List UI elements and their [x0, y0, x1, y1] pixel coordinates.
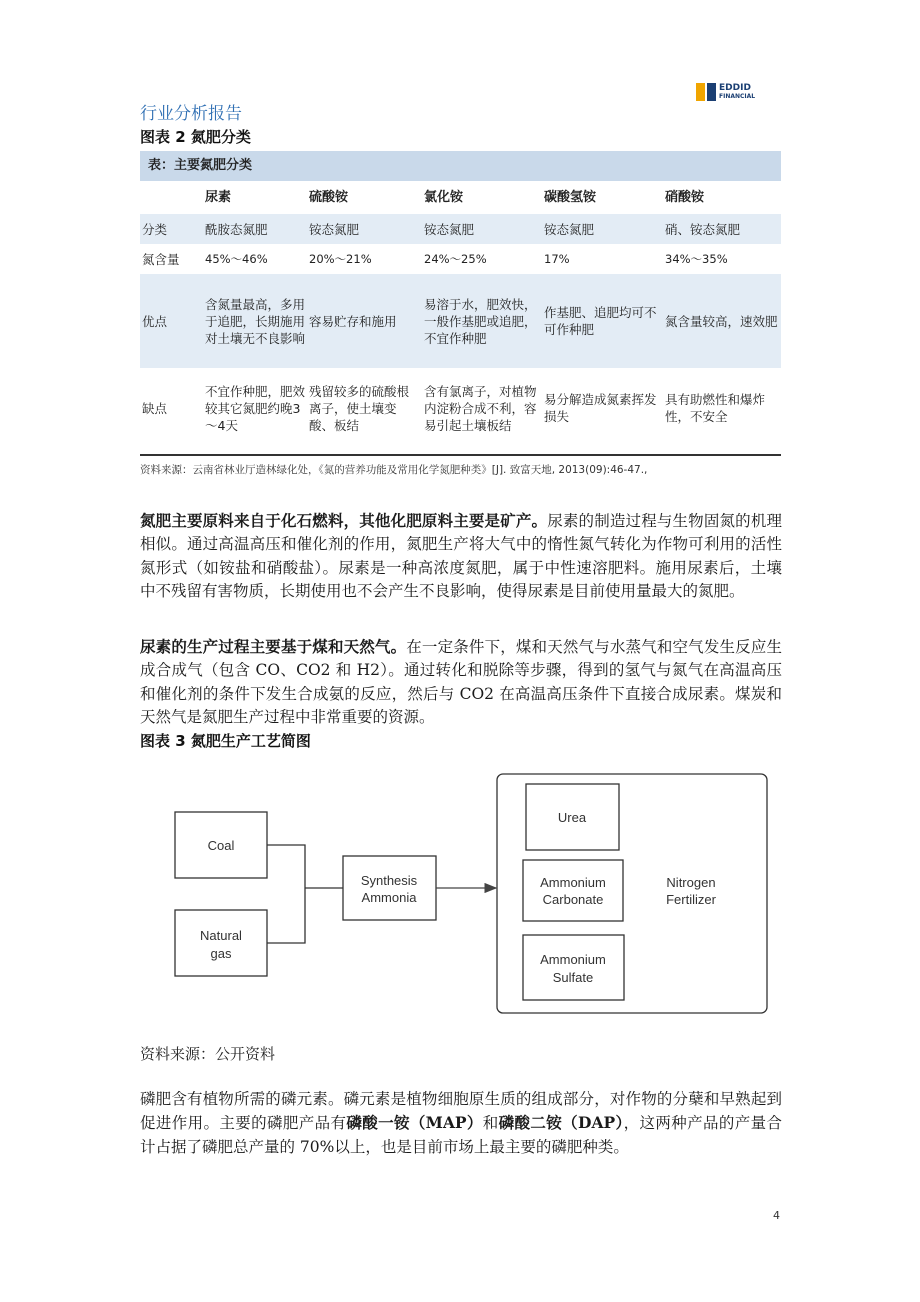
table-cell: 不宜作种肥，肥效较其它氮肥约晚3～4天	[205, 383, 306, 433]
table-cell: 氮含量较高，速效肥	[665, 313, 778, 329]
column-header: 硝酸铵	[665, 190, 705, 205]
map-term: 磷酸一铵（MAP）	[346, 1113, 483, 1133]
figure3-caption: 图表 3 氮肥生产工艺简图	[140, 732, 311, 750]
row-label: 分类	[142, 221, 168, 237]
table-header-row	[140, 181, 781, 214]
eddid-logo	[696, 82, 766, 102]
table-row	[140, 368, 781, 448]
row-label: 氮含量	[142, 251, 180, 267]
paragraph-text: ，这两种产品的产量合计占据了磷肥总产量的 70%以上，也是目前市场上最主要的磷肥种类。	[140, 1114, 782, 1156]
report-title: 行业分析报告	[140, 104, 242, 124]
table-cell: 17%	[544, 251, 570, 266]
production-process-diagram	[140, 765, 780, 1025]
logo-text-main: EDDID	[719, 82, 751, 93]
paragraph-text: 在一定条件下，煤和天然气与水蒸气和空气发生反应生成合成气（包含 CO、CO2 和 H2）。通过转化和脱除等步骤，得到的氢气与氮气在高温高压和催化剂的条件下发生合成氨的反应，然后与 CO2 在高温高压条件下直接合成尿素。煤炭和天然气是氮肥生产过程中非常重要的资源。	[140, 638, 782, 726]
synthesis-label-2: Ammonia	[361, 890, 417, 905]
table-row	[140, 214, 781, 244]
natural-gas-label-1: Natural	[200, 928, 242, 943]
natural-gas-box	[175, 910, 267, 976]
table-cell: 酰胺态氮肥	[205, 221, 268, 237]
table-cell: 含氮量最高，多用于追肥，长期施用对土壤无不良影响	[205, 296, 306, 346]
ammonium-carbonate-label-1: Ammonium	[540, 875, 606, 890]
row-label: 缺点	[142, 400, 168, 416]
paragraph-text: 磷肥含有植物所需的磷元素。磷元素是植物细胞原生质的组成部分，对作物的分蘖和早熟起到促进作用。主要的磷肥产品有	[140, 1090, 782, 1133]
table-cell: 铵态氮肥	[309, 221, 360, 237]
table-cell: 容易贮存和施用	[309, 313, 397, 329]
row-label: 优点	[142, 313, 168, 329]
synthesis-label-1: Synthesis	[360, 873, 418, 888]
paragraph-nitrogen-materials	[140, 509, 782, 603]
urea-label: Urea	[557, 810, 587, 825]
column-header: 碳酸氢铵	[544, 190, 597, 205]
table-cell: 具有助燃性和爆炸性，不安全	[665, 392, 766, 424]
page-number: 4	[773, 1209, 780, 1222]
column-header: 尿素	[205, 190, 232, 205]
table-cell: 作基肥、追肥均可不可作种肥	[544, 305, 657, 337]
column-header: 硫酸铵	[309, 190, 349, 205]
ammonium-sulfate-label-1: Ammonium	[540, 952, 606, 967]
table-title: 表：主要氮肥分类	[140, 151, 781, 181]
paragraph-text: 和	[482, 1114, 499, 1133]
synthesis-ammonia-box	[343, 856, 436, 920]
input-connector	[267, 845, 305, 943]
figure3-source-note: 资料来源：公开资料	[140, 1045, 276, 1063]
table-cell: 铵态氮肥	[544, 221, 595, 237]
natural-gas-label-2: gas	[210, 946, 232, 961]
table-cell: 含有氯离子，对植物内淀粉合成不利，容易引起土壤板结	[424, 383, 537, 433]
eddid-logo-icon	[696, 83, 716, 101]
paragraph-urea-production	[140, 635, 782, 729]
table-cell: 易溶于水，肥效快，一般作基肥或追肥，不宜作种肥	[424, 296, 537, 346]
coal-label: Coal	[207, 838, 235, 853]
paragraph-text: 尿素的制造过程与生物固氮的机理相似。通过高温高压和催化剂的作用，氮肥生产将大气中的惰性氮气转化为作物可利用的活性氮形式（如铵盐和硝酸盐）。尿素是一种高浓度氮肥，属于中性速溶肥料。施用尿素后，土壤中不残留有害物质，长期使用也不会产生不良影响，使得尿素是目前使用量最大的氮肥。	[140, 512, 782, 600]
ammonium-sulfate-box	[523, 935, 624, 1000]
table-cell: 硝、铵态氮肥	[665, 221, 741, 237]
table-cell: 24%～25%	[424, 251, 487, 266]
ammonium-carbonate-box	[523, 860, 623, 921]
ammonium-carbonate-label-2: Carbonate	[542, 892, 604, 907]
figure2-caption: 图表 2 氮肥分类	[140, 128, 251, 146]
table-cell: 铵态氮肥	[424, 221, 475, 237]
paragraph-bold-lead: 氮肥主要原料来自于化石燃料，其他化肥原料主要是矿产。	[140, 511, 548, 530]
table-cell: 残留较多的硫酸根离子，使土壤变酸、板结	[309, 383, 410, 433]
nitrogen-fertilizer-table	[140, 151, 781, 477]
table-row	[140, 244, 781, 274]
column-header: 氯化铵	[424, 190, 464, 205]
ammonium-sulfate-label-2: Sulfate	[552, 970, 594, 985]
table-cell: 易分解造成氮素挥发损失	[544, 392, 657, 424]
paragraph-phosphate	[140, 1088, 782, 1159]
table-cell: 20%～21%	[309, 251, 372, 266]
nitrogen-fertilizer-label-2: Fertilizer	[666, 892, 716, 907]
table-row	[140, 274, 781, 368]
dap-term: 磷酸二铵（DAP）	[498, 1113, 624, 1133]
logo-text-sub: FINANCIAL	[719, 92, 756, 100]
table-source-note: 资料来源：云南省林业厅造林绿化处，《氮的营养功能及常用化学氮肥种类》[J]. 致富天地, 2013(09):46-47.,	[140, 454, 781, 477]
table-cell: 34%～35%	[665, 251, 728, 266]
table-cell: 45%～46%	[205, 251, 268, 266]
paragraph-bold-lead: 尿素的生产过程主要基于煤和天然气。	[140, 637, 407, 656]
nitrogen-fertilizer-label-1: Nitrogen	[666, 875, 716, 890]
column-header	[140, 181, 203, 214]
